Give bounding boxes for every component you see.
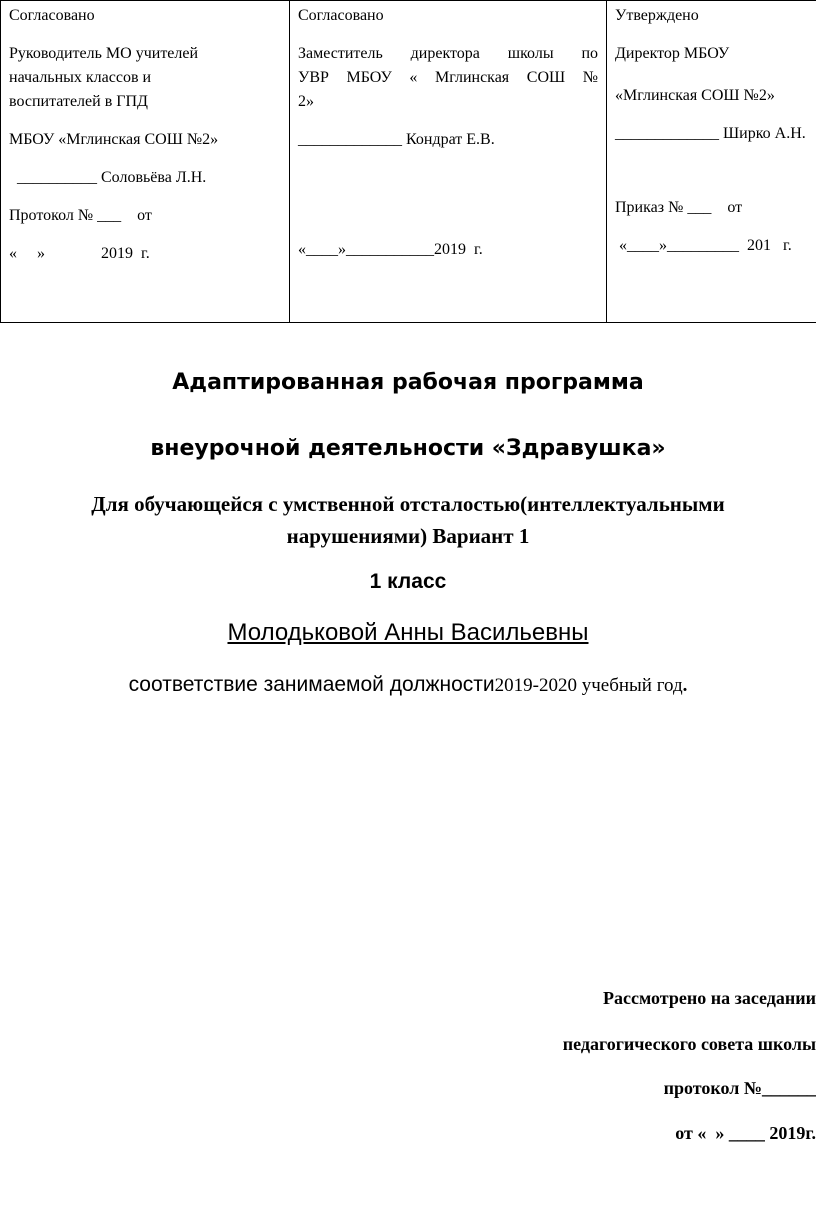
col2-title: Согласовано: [298, 7, 384, 24]
position-dot: .: [682, 675, 688, 696]
col3-org: «Мглинская СОШ №2»: [615, 87, 775, 104]
col1-signature: __________ Соловьёва Л.Н.: [9, 169, 207, 186]
col2-date: «____»___________2019 г.: [298, 241, 483, 258]
position-line: [0, 673, 816, 697]
col3-date: «____»_________ 201 г.: [615, 237, 792, 254]
approval-col-coordinated-deputy: [290, 1, 607, 323]
subtitle-line2: нарушениями) Вариант 1: [286, 524, 530, 548]
col3-role: Директор МБОУ: [615, 45, 730, 62]
position-text: соответствие занимаемой должности: [128, 673, 495, 696]
col1-org: МБОУ «Мглинская СОШ №2»: [9, 131, 219, 148]
col1-role-line3: воспитателей в ГПД: [9, 93, 148, 110]
academic-year: 2019-2020 учебный год: [494, 675, 683, 696]
review-date: от « » ____ 2019г.: [675, 1123, 816, 1143]
program-subtitle: [0, 488, 816, 552]
col3-title: Утверждено: [615, 7, 699, 24]
review-line2: педагогического совета школы: [562, 1034, 816, 1054]
review-line1: Рассмотрено на заседании: [603, 988, 816, 1008]
col1-role-line2: начальных классов и: [9, 69, 152, 86]
program-title-line1: Адаптированная рабочая программа: [172, 370, 644, 395]
review-protocol: протокол №______: [663, 1078, 816, 1098]
col1-date: « » 2019 г.: [9, 245, 150, 262]
grade-label: 1 класс: [369, 570, 447, 593]
col2-role-line2: УВР МБОУ « Мглинская СОШ №: [298, 69, 598, 86]
col2-signature: _____________ Кондрат Е.В.: [298, 131, 495, 148]
col3-order: Приказ № ___ от: [615, 199, 743, 216]
student-name: Молодьковой Анны Васильевны: [227, 619, 589, 646]
col2-role-line1: Заместитель директора школы по: [298, 45, 598, 62]
approval-col-coordinated-mo: [1, 1, 290, 323]
approval-table: [0, 0, 816, 323]
col1-title: Согласовано: [9, 7, 95, 24]
col1-role-line1: Руководитель МО учителей: [9, 45, 199, 62]
approval-col-approved-director: [607, 1, 816, 323]
subtitle-line1: Для обучающейся с умственной отсталостью(интеллектуальными: [91, 492, 725, 516]
col2-role-line3: 2»: [298, 93, 314, 110]
col1-protocol: Протокол № ___ от: [9, 207, 152, 224]
program-title-line2: внеурочной деятельности «Здравушка»: [150, 436, 666, 461]
col3-signature: _____________ Ширко А.Н.: [615, 125, 806, 142]
